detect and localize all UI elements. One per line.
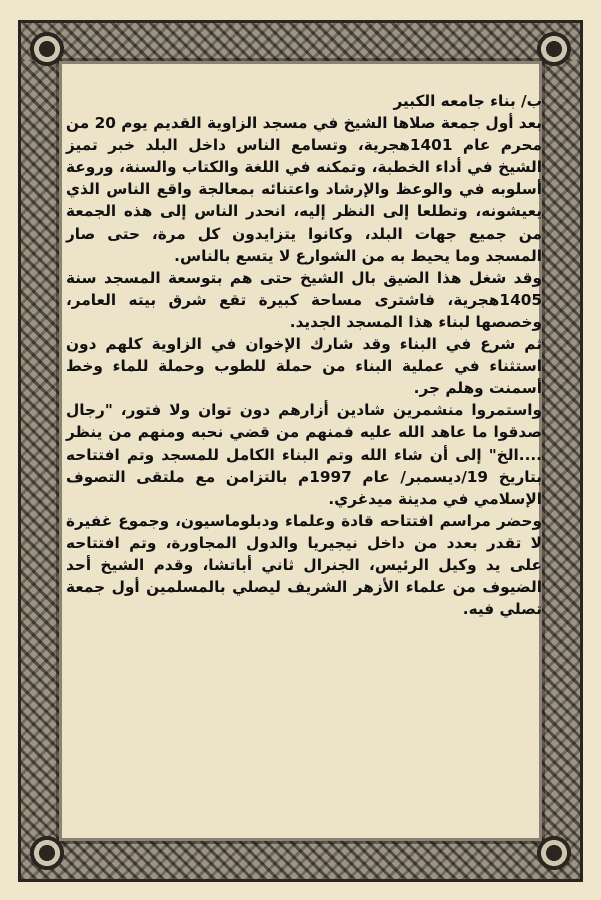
- document-body: [66, 90, 542, 620]
- section-heading: ب/ بناء جامعه الكبير: [393, 92, 542, 110]
- paragraph: وقد شغل هذا الضيق بال الشيخ حتى هم بتوسعة المسجد سنة 1405هجرية، فاشترى مساحة كبيرة تقع شرق بيته العامر، وخصصها لبناء هذا المسجد الجديد.: [66, 268, 542, 331]
- paragraph: وحضر مراسم افتتاحه قادة وعلماء ودبلوماسيون، وجموع غفيرة لا تقدر بعدد من داخل نيجيريا والدول المجاورة، وتم افتتاحه على يد وكيل الرئيس، الجنرال ثاني أباتشا، وقدم الشيخ أحد الضيوف من علماء الأزهر الشريف ليصلي بالمسلمين أول جمعة تصلي فيه.: [66, 511, 542, 619]
- paragraph: بعد أول جمعة صلاها الشيخ في مسجد الزاوية القديم يوم 20 من محرم عام 1401هجرية، وتسامع الناس داخل البلد خبر تميز الشيخ في أداء الخطبة، وتمكنه في اللغة والكتاب والسنة، وروعة أسلوبه في والوعظ والإرشاد واعتنائه بمعالجة واقع الناس الذي يعيشونه، وتطلعا إلى النظر إليه، انحدر الناس إلى هذه الجمعة من جميع جهات البلد، وكانوا يتزايدون كل مرة، حتى صار المسجد وما يحيط به من الشوارع لا يتسع بالناس.: [66, 114, 543, 265]
- paragraph: واستمروا منشمرين شادين أزارهم دون توان ولا فتور، "رجال صدقوا ما عاهد الله عليه فمنهم من قضي نحبه ومنهم من ينظر ....الخ" إلى أن شاء الله وتم البناء الكامل للمسجد وتم افتتاحه بتاريخ 19/ديسمبر/ عام 1997م بالتزامن مع ملتقى التصوف الإسلامي في مدينة ميدغري.: [66, 401, 543, 508]
- paragraph: ثم شرع في البناء وقد شارك الإخوان في الزاوية كلهم دون استثناء في عملية البناء من حملة للطوب وحملة للماء وخط أسمنت وهلم جر.: [66, 335, 542, 398]
